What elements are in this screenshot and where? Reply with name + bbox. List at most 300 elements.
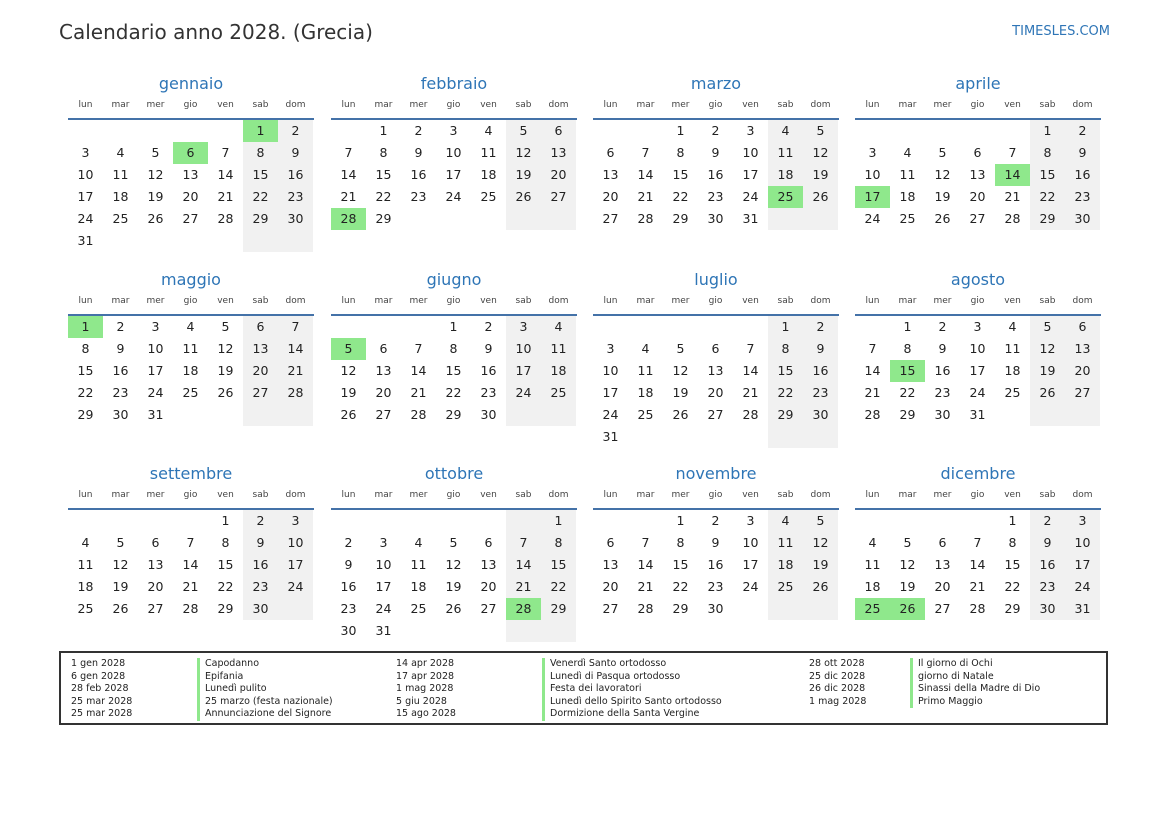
- day-cell: 6: [484, 535, 493, 550]
- empty-cell: [506, 404, 541, 426]
- month-luglio: [593, 268, 839, 448]
- day-cell: 10: [445, 145, 462, 160]
- day-cell: 22: [1030, 186, 1065, 208]
- week-row: [855, 382, 1101, 404]
- day-cell: 20: [969, 189, 986, 204]
- day-cell: 7: [868, 341, 877, 356]
- day-cell: 30: [1030, 598, 1065, 620]
- weekday-label: mar: [636, 100, 655, 110]
- day-cell: 9: [414, 145, 423, 160]
- day-cell: 13: [969, 167, 986, 182]
- day-cell: 20: [147, 579, 164, 594]
- month-name: novembre: [675, 464, 757, 483]
- day-cell: 14: [969, 557, 986, 572]
- day-cell: 15: [1004, 557, 1021, 572]
- week-row: [593, 382, 839, 404]
- empty-cell: [541, 404, 576, 426]
- page-title: Calendario anno 2028. (Grecia): [59, 20, 373, 44]
- weekday-label: dom: [1072, 100, 1093, 110]
- day-cell: 25: [1004, 385, 1021, 400]
- weekday-header: [855, 96, 1101, 120]
- day-cell: 14: [637, 557, 654, 572]
- day-cell: 13: [375, 363, 392, 378]
- day-cell: 6: [1065, 316, 1100, 338]
- day-cell: 6: [379, 341, 388, 356]
- day-cell: 16: [707, 167, 724, 182]
- day-cell: 4: [641, 341, 650, 356]
- day-cell: 2: [711, 123, 720, 138]
- empty-cell: [471, 510, 506, 532]
- day-cell: 23: [112, 385, 129, 400]
- day-cell: 4: [868, 535, 877, 550]
- day-cell: 5: [221, 319, 230, 334]
- weekday-label: gio: [446, 296, 461, 306]
- weekday-header: [593, 96, 839, 120]
- empty-cell: [628, 426, 663, 448]
- day-cell: 27: [602, 211, 619, 226]
- day-cell: 23: [934, 385, 951, 400]
- weekday-label: dom: [810, 296, 831, 306]
- week-row: [68, 360, 314, 382]
- day-cell: 22: [541, 576, 576, 598]
- day-cell: 13: [602, 557, 619, 572]
- day-cell: 9: [278, 142, 313, 164]
- day-cell: 7: [414, 341, 423, 356]
- day-cell: 6: [938, 535, 947, 550]
- weekday-label: mar: [898, 100, 917, 110]
- day-cell: 26: [672, 407, 689, 422]
- empty-cell: [628, 120, 663, 142]
- weekday-label: gio: [446, 490, 461, 500]
- day-cell: 27: [602, 601, 619, 616]
- weekday-label: mer: [933, 490, 952, 500]
- day-cell: 18: [541, 360, 576, 382]
- day-cell: 4: [768, 510, 803, 532]
- weekday-label: gio: [708, 100, 723, 110]
- day-cell: 13: [480, 557, 497, 572]
- weekday-label: ven: [742, 490, 759, 500]
- day-cell: 16: [803, 360, 838, 382]
- holiday-name: giorno di Natale: [910, 671, 1040, 684]
- day-cell: 10: [375, 557, 392, 572]
- week-row: [855, 510, 1101, 532]
- day-cell: 5: [803, 120, 838, 142]
- day-cell: 19: [340, 385, 357, 400]
- week-row: [68, 230, 314, 252]
- weekday-label: gio: [708, 296, 723, 306]
- day-cell: 10: [742, 145, 759, 160]
- day-cell: 21: [1004, 189, 1021, 204]
- day-cell: 14: [340, 167, 357, 182]
- month-giugno: [331, 268, 577, 426]
- week-row: [593, 208, 839, 230]
- day-cell: 28: [506, 598, 541, 620]
- brand-link[interactable]: TIMESLES.COM: [1012, 24, 1110, 39]
- day-cell: 12: [803, 532, 838, 554]
- day-cell: 6: [541, 120, 576, 142]
- day-cell: 10: [969, 341, 986, 356]
- day-cell: 23: [707, 189, 724, 204]
- weekday-label: mer: [146, 296, 165, 306]
- day-cell: 27: [707, 407, 724, 422]
- empty-cell: [173, 404, 208, 426]
- day-cell: 7: [746, 341, 755, 356]
- day-cell: 2: [414, 123, 423, 138]
- weekday-label: mar: [111, 296, 130, 306]
- weekday-header: [331, 486, 577, 510]
- legend-dates-column: [809, 658, 866, 708]
- weekday-label: ven: [1004, 490, 1021, 500]
- day-cell: 1: [243, 120, 278, 142]
- weekday-label: mar: [898, 296, 917, 306]
- week-row: [593, 142, 839, 164]
- weekday-label: mer: [146, 100, 165, 110]
- day-cell: 20: [602, 189, 619, 204]
- day-cell: 26: [445, 601, 462, 616]
- day-cell: 16: [707, 557, 724, 572]
- day-cell: 26: [890, 598, 925, 620]
- day-cell: 28: [1004, 211, 1021, 226]
- empty-cell: [768, 208, 803, 230]
- day-cell: 7: [1008, 145, 1017, 160]
- empty-cell: [593, 316, 628, 338]
- day-cell: 10: [278, 532, 313, 554]
- day-cell: 13: [934, 557, 951, 572]
- week-row: [68, 142, 314, 164]
- holiday-name: Capodanno: [197, 658, 333, 671]
- day-cell: 18: [182, 363, 199, 378]
- month-name: maggio: [161, 270, 221, 289]
- day-cell: 6: [243, 316, 278, 338]
- day-cell: 14: [742, 363, 759, 378]
- day-cell: 30: [278, 208, 313, 230]
- day-cell: 29: [672, 601, 689, 616]
- day-cell: 25: [637, 407, 654, 422]
- day-cell: 11: [112, 167, 129, 182]
- weekday-label: gio: [183, 100, 198, 110]
- day-cell: 29: [445, 407, 462, 422]
- day-cell: 20: [707, 385, 724, 400]
- day-cell: 22: [445, 385, 462, 400]
- month-novembre: [593, 462, 839, 620]
- weekday-label: ven: [480, 100, 497, 110]
- week-row: [593, 554, 839, 576]
- day-cell: 17: [375, 579, 392, 594]
- weekday-label: mer: [933, 100, 952, 110]
- holiday-date: 5 giu 2028: [396, 695, 447, 707]
- day-cell: 5: [1030, 316, 1065, 338]
- day-cell: 25: [899, 211, 916, 226]
- day-cell: 8: [903, 341, 912, 356]
- day-cell: 2: [1065, 120, 1100, 142]
- empty-cell: [366, 316, 401, 338]
- day-cell: 13: [243, 338, 278, 360]
- empty-cell: [995, 120, 1030, 142]
- day-cell: 16: [410, 167, 427, 182]
- day-cell: 29: [375, 211, 392, 226]
- day-cell: 21: [278, 360, 313, 382]
- day-cell: 26: [1030, 382, 1065, 404]
- day-cell: 17: [855, 186, 890, 208]
- empty-cell: [138, 230, 173, 252]
- day-cell: 7: [344, 145, 353, 160]
- day-cell: 9: [938, 341, 947, 356]
- weekday-label: gio: [183, 296, 198, 306]
- weekday-label: dom: [285, 490, 306, 500]
- empty-cell: [68, 510, 103, 532]
- empty-cell: [278, 598, 313, 620]
- empty-cell: [698, 426, 733, 448]
- day-cell: 8: [243, 142, 278, 164]
- day-cell: 14: [410, 363, 427, 378]
- weekday-label: ven: [480, 296, 497, 306]
- day-cell: 19: [147, 189, 164, 204]
- day-cell: 7: [186, 535, 195, 550]
- week-row: [68, 382, 314, 404]
- day-cell: 8: [1008, 535, 1017, 550]
- empty-cell: [663, 426, 698, 448]
- day-cell: 9: [116, 341, 125, 356]
- empty-cell: [471, 208, 506, 230]
- day-cell: 24: [77, 211, 94, 226]
- day-cell: 4: [186, 319, 195, 334]
- day-cell: 25: [541, 382, 576, 404]
- day-cell: 29: [77, 407, 94, 422]
- day-cell: 10: [1065, 532, 1100, 554]
- day-cell: 15: [1030, 164, 1065, 186]
- empty-cell: [506, 620, 541, 642]
- day-cell: 28: [637, 211, 654, 226]
- day-cell: 14: [506, 554, 541, 576]
- weekday-label: ven: [480, 490, 497, 500]
- day-cell: 15: [243, 164, 278, 186]
- week-row: [593, 316, 839, 338]
- day-cell: 10: [506, 338, 541, 360]
- day-cell: 9: [1065, 142, 1100, 164]
- day-cell: 14: [217, 167, 234, 182]
- day-cell: 28: [331, 208, 366, 230]
- day-cell: 25: [77, 601, 94, 616]
- day-cell: 11: [768, 142, 803, 164]
- day-cell: 9: [803, 338, 838, 360]
- weekday-label: mer: [933, 296, 952, 306]
- weekday-label: gio: [446, 100, 461, 110]
- week-row: [855, 598, 1101, 620]
- day-cell: 12: [506, 142, 541, 164]
- day-cell: 3: [151, 319, 160, 334]
- week-row: [593, 360, 839, 382]
- day-cell: 5: [676, 341, 685, 356]
- holiday-name: Primo Maggio: [910, 696, 1040, 709]
- day-cell: 26: [340, 407, 357, 422]
- weekday-label: gio: [183, 490, 198, 500]
- week-row: [68, 404, 314, 426]
- day-cell: 20: [480, 579, 497, 594]
- day-cell: 18: [1004, 363, 1021, 378]
- weekday-label: lun: [865, 490, 880, 500]
- weekday-label: gio: [708, 490, 723, 500]
- day-cell: 30: [480, 407, 497, 422]
- weekday-label: mar: [374, 490, 393, 500]
- day-cell: 23: [340, 601, 357, 616]
- day-cell: 11: [541, 338, 576, 360]
- week-row: [855, 360, 1101, 382]
- empty-cell: [960, 510, 995, 532]
- empty-cell: [628, 510, 663, 532]
- day-cell: 8: [676, 535, 685, 550]
- day-cell: 19: [112, 579, 129, 594]
- weekday-label: ven: [1004, 296, 1021, 306]
- empty-cell: [243, 230, 278, 252]
- empty-cell: [733, 316, 768, 338]
- holiday-date: 28 feb 2028: [71, 683, 129, 695]
- month-aprile: [855, 72, 1101, 230]
- day-cell: 27: [1065, 382, 1100, 404]
- day-cell: 15: [375, 167, 392, 182]
- day-cell: 11: [1004, 341, 1021, 356]
- day-cell: 31: [969, 407, 986, 422]
- day-cell: 3: [449, 123, 458, 138]
- week-row: [68, 186, 314, 208]
- day-cell: 31: [602, 429, 619, 444]
- day-cell: 24: [506, 382, 541, 404]
- day-cell: 25: [768, 576, 803, 598]
- day-cell: 16: [1065, 164, 1100, 186]
- day-cell: 15: [77, 363, 94, 378]
- day-cell: 17: [506, 360, 541, 382]
- day-cell: 19: [1030, 360, 1065, 382]
- day-cell: 15: [445, 363, 462, 378]
- empty-cell: [855, 120, 890, 142]
- weekday-label: ven: [217, 490, 234, 500]
- weekday-label: sab: [515, 296, 532, 306]
- day-cell: 18: [637, 385, 654, 400]
- day-cell: 27: [182, 211, 199, 226]
- month-name: febbraio: [420, 74, 488, 93]
- day-cell: 2: [938, 319, 947, 334]
- empty-cell: [733, 426, 768, 448]
- day-cell: 30: [707, 601, 724, 616]
- day-cell: 3: [1065, 510, 1100, 532]
- day-cell: 29: [672, 211, 689, 226]
- weekday-label: dom: [810, 490, 831, 500]
- empty-cell: [436, 620, 471, 642]
- month-settembre: [68, 462, 314, 620]
- day-cell: 8: [768, 338, 803, 360]
- week-row: [68, 510, 314, 532]
- empty-cell: [925, 120, 960, 142]
- day-cell: 29: [1004, 601, 1021, 616]
- day-cell: 1: [1008, 513, 1017, 528]
- week-row: [331, 186, 577, 208]
- week-row: [593, 186, 839, 208]
- day-cell: 21: [637, 579, 654, 594]
- day-cell: 26: [147, 211, 164, 226]
- empty-cell: [506, 208, 541, 230]
- empty-cell: [995, 404, 1030, 426]
- day-cell: 1: [903, 319, 912, 334]
- empty-cell: [278, 404, 313, 426]
- week-row: [331, 404, 577, 426]
- day-cell: 27: [375, 407, 392, 422]
- week-row: [331, 338, 577, 360]
- day-cell: 27: [147, 601, 164, 616]
- weekday-label: dom: [548, 490, 569, 500]
- day-cell: 2: [344, 535, 353, 550]
- weekday-label: sab: [515, 490, 532, 500]
- day-cell: 17: [742, 167, 759, 182]
- weekday-label: dom: [1072, 490, 1093, 500]
- day-cell: 5: [506, 120, 541, 142]
- week-row: [331, 316, 577, 338]
- holiday-name: 25 marzo (festa nazionale): [197, 696, 333, 709]
- day-cell: 4: [768, 120, 803, 142]
- day-cell: 13: [602, 167, 619, 182]
- day-cell: 19: [934, 189, 951, 204]
- day-cell: 21: [506, 576, 541, 598]
- empty-cell: [593, 120, 628, 142]
- day-cell: 31: [742, 211, 759, 226]
- day-cell: 3: [606, 341, 615, 356]
- day-cell: 24: [1065, 576, 1100, 598]
- day-cell: 22: [375, 189, 392, 204]
- day-cell: 2: [711, 513, 720, 528]
- weekday-header: [331, 96, 577, 120]
- day-cell: 4: [1008, 319, 1017, 334]
- weekday-label: mar: [898, 490, 917, 500]
- weekday-label: mer: [409, 490, 428, 500]
- week-row: [855, 554, 1101, 576]
- day-cell: 30: [243, 598, 278, 620]
- holiday-date: 28 ott 2028: [809, 658, 865, 669]
- day-cell: 3: [278, 510, 313, 532]
- month-gennaio: [68, 72, 314, 252]
- day-cell: 16: [112, 363, 129, 378]
- day-cell: 21: [637, 189, 654, 204]
- day-cell: 17: [278, 554, 313, 576]
- day-cell: 18: [864, 579, 881, 594]
- empty-cell: [471, 620, 506, 642]
- day-cell: 5: [938, 145, 947, 160]
- day-cell: 22: [768, 382, 803, 404]
- day-cell: 13: [1065, 338, 1100, 360]
- empty-cell: [331, 510, 366, 532]
- day-cell: 4: [541, 316, 576, 338]
- day-cell: 17: [1065, 554, 1100, 576]
- weekday-label: dom: [285, 100, 306, 110]
- day-cell: 30: [112, 407, 129, 422]
- day-cell: 25: [480, 189, 497, 204]
- day-cell: 18: [410, 579, 427, 594]
- weekday-label: mer: [671, 100, 690, 110]
- weekday-label: ven: [742, 296, 759, 306]
- day-cell: 1: [379, 123, 388, 138]
- day-cell: 25: [855, 598, 890, 620]
- weekday-label: gio: [970, 490, 985, 500]
- day-cell: 18: [112, 189, 129, 204]
- empty-cell: [103, 230, 138, 252]
- week-row: [593, 598, 839, 620]
- month-ottobre: [331, 462, 577, 642]
- week-row: [593, 164, 839, 186]
- day-cell: 11: [480, 145, 497, 160]
- day-cell: 18: [899, 189, 916, 204]
- holiday-name: Lunedì di Pasqua ortodosso: [542, 671, 722, 684]
- day-cell: 2: [1030, 510, 1065, 532]
- day-cell: 8: [221, 535, 230, 550]
- weekday-label: dom: [810, 100, 831, 110]
- empty-cell: [401, 316, 436, 338]
